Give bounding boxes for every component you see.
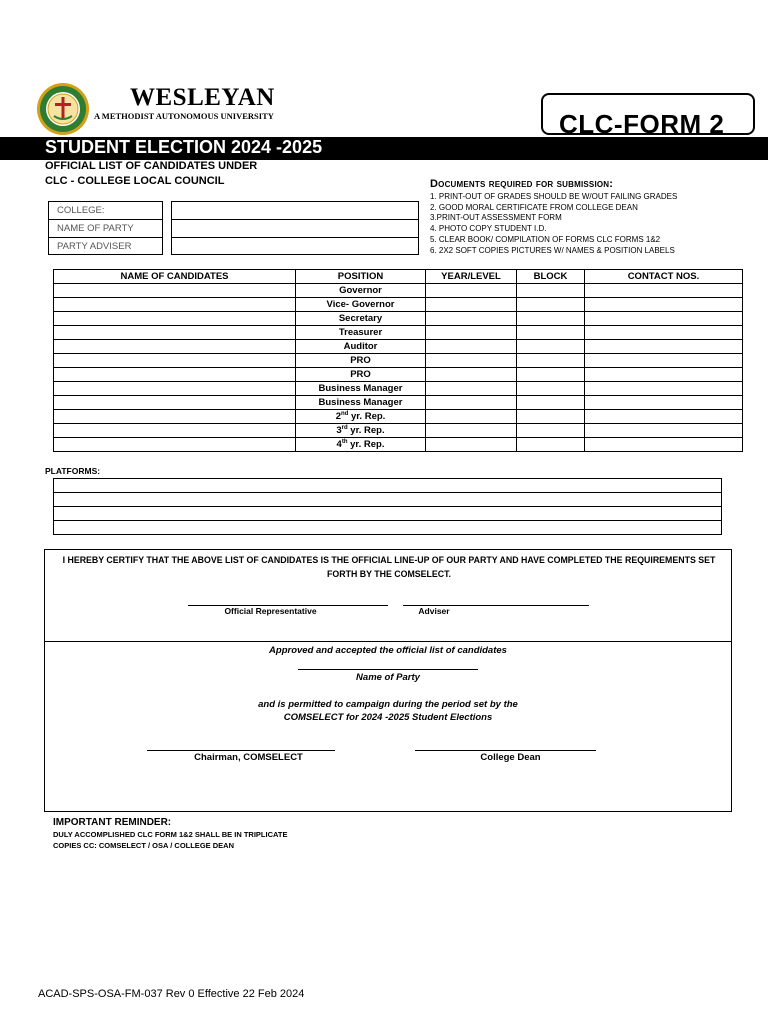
contact-cell[interactable] (585, 424, 743, 438)
block-cell[interactable] (517, 382, 585, 396)
year-level-cell[interactable] (426, 438, 517, 452)
info-fields (171, 201, 419, 255)
documents-item: 5. CLEAR BOOK/ COMPILATION OF FORMS CLC FORMS 1&2 (430, 234, 661, 244)
block-cell[interactable] (517, 284, 585, 298)
platforms-table (53, 478, 722, 535)
position-label: PRO (350, 368, 371, 380)
position-label-tail: yr. Rep. (347, 438, 385, 450)
contact-cell[interactable] (585, 382, 743, 396)
position-cell (296, 396, 426, 410)
position-label: 3 (336, 424, 342, 436)
position-ordinal-suffix: nd (340, 410, 349, 417)
block-cell[interactable] (517, 298, 585, 312)
position-cell (296, 410, 426, 424)
candidate-name-cell[interactable] (54, 424, 296, 438)
documents-item: 3.PRINT-OUT ASSESSMENT FORM (430, 213, 562, 223)
candidate-name-cell[interactable] (54, 298, 296, 312)
year-level-cell[interactable] (426, 298, 517, 312)
contact-cell[interactable] (585, 410, 743, 424)
candidate-name-cell[interactable] (54, 284, 296, 298)
contact-cell[interactable] (585, 438, 743, 452)
candidate-name-cell[interactable] (54, 312, 296, 326)
candidates-body (54, 284, 743, 452)
position-label: Business Manager (318, 396, 403, 408)
contact-cell[interactable] (585, 368, 743, 382)
position-label-tail: yr. Rep. (348, 410, 386, 422)
position-label: Vice- Governor (326, 298, 395, 310)
representative-label: Official Representative (224, 606, 317, 616)
position-cell (296, 312, 426, 326)
column-header-position: POSITION (296, 270, 426, 284)
contact-cell[interactable] (585, 396, 743, 410)
column-header-contact: CONTACT NOS. (585, 270, 743, 284)
dean-signature-line[interactable] (415, 750, 596, 751)
year-level-cell[interactable] (426, 354, 517, 368)
contact-cell[interactable] (585, 354, 743, 368)
platform-field[interactable] (54, 521, 722, 535)
footer-form-reference: ACAD-SPS-OSA-FM-037 Rev 0 Effective 22 Feb 2024 (38, 988, 305, 1000)
position-cell (296, 326, 426, 340)
approval-text: Approved and accepted the official list of candidates (269, 645, 507, 656)
documents-item: 2. GOOD MORAL CERTIFICATE FROM COLLEGE DEAN (430, 202, 638, 212)
year-level-cell[interactable] (426, 326, 517, 340)
documents-item: 6. 2X2 SOFT COPIES PICTURES W/ NAMES & POSITION LABELS (430, 245, 675, 255)
block-cell[interactable] (517, 368, 585, 382)
column-header-year-level: YEAR/LEVEL (426, 270, 517, 284)
position-cell (296, 298, 426, 312)
column-header-block: BLOCK (517, 270, 585, 284)
form-code: CLC-FORM 2 (559, 109, 725, 135)
info-labels (48, 201, 163, 255)
position-label: PRO (350, 354, 371, 366)
position-label: Business Manager (318, 382, 403, 394)
university-tagline: A METHODIST AUTONOMOUS UNIVERSITY (94, 111, 274, 121)
documents-item: 1. PRINT-OUT OF GRADES SHOULD BE W/OUT FAILING GRADES (430, 192, 678, 201)
position-cell (296, 438, 426, 452)
year-level-cell[interactable] (426, 410, 517, 424)
university-seal-logo (36, 82, 90, 136)
party-name-line[interactable] (298, 669, 478, 670)
certification-text: I HEREBY CERTIFY THAT THE ABOVE LIST OF CANDIDATES IS THE OFFICIAL LINE-UP OF OUR PARTY AND HAVE COMPLETED THE REQUIREMENTS SET FORTH BY THE COMSELECT. (62, 555, 716, 579)
block-cell[interactable] (517, 326, 585, 340)
reminder-line-1: DULY ACCOMPLISHED CLC FORM 1&2 SHALL BE IN TRIPLICATE (53, 830, 288, 839)
candidate-row (54, 326, 743, 340)
candidate-row (54, 354, 743, 368)
platforms-label: PLATFORMS: (45, 466, 101, 476)
candidate-row (54, 368, 743, 382)
platform-field[interactable] (54, 493, 722, 507)
position-label: Governor (339, 284, 382, 296)
candidate-row (54, 410, 743, 424)
block-cell[interactable] (517, 354, 585, 368)
candidate-name-cell[interactable] (54, 382, 296, 396)
contact-cell[interactable] (585, 298, 743, 312)
reminder-line-2: COPIES CC: COMSELECT / OSA / COLLEGE DEAN (53, 841, 234, 850)
dean-label: College Dean (480, 752, 541, 763)
candidate-name-cell[interactable] (54, 326, 296, 340)
party-name-caption: Name of Party (356, 672, 420, 683)
subtitle-line-1: OFFICIAL LIST OF CANDIDATES UNDER (45, 160, 258, 172)
column-header-name: NAME OF CANDIDATES (54, 270, 296, 284)
year-level-cell[interactable] (426, 284, 517, 298)
party-name-field[interactable] (172, 220, 418, 238)
candidates-table (53, 269, 743, 452)
year-level-cell[interactable] (426, 340, 517, 354)
contact-cell[interactable] (585, 340, 743, 354)
candidate-row (54, 284, 743, 298)
documents-list (430, 192, 677, 256)
platform-row (54, 493, 722, 507)
permit-text-line-2: COMSELECT for 2024 -2025 Student Elections (283, 712, 493, 723)
position-label: 4 (336, 438, 342, 450)
position-ordinal-suffix: th (341, 438, 348, 445)
reminder-title: IMPORTANT REMINDER: (53, 817, 172, 828)
party-name-label: NAME OF PARTY (49, 220, 162, 238)
form-code-box (541, 93, 755, 135)
candidate-row (54, 340, 743, 354)
candidate-name-cell[interactable] (54, 368, 296, 382)
platform-row (54, 479, 722, 493)
contact-cell[interactable] (585, 284, 743, 298)
certification-divider (44, 641, 732, 642)
chairman-label: Chairman, COMSELECT (194, 752, 303, 763)
college-label: COLLEGE: (49, 202, 162, 220)
block-cell[interactable] (517, 438, 585, 452)
candidate-row (54, 298, 743, 312)
chairman-signature-line[interactable] (147, 750, 335, 751)
contact-cell[interactable] (585, 326, 743, 340)
candidate-name-cell[interactable] (54, 340, 296, 354)
candidate-row (54, 424, 743, 438)
party-adviser-label: PARTY ADVISER (57, 241, 132, 252)
subtitle-line-2: CLC - COLLEGE LOCAL COUNCIL (45, 175, 225, 187)
position-label: Auditor (343, 340, 378, 352)
position-cell (296, 368, 426, 382)
university-name: WESLEYAN (130, 84, 275, 111)
year-level-cell[interactable] (426, 312, 517, 326)
candidate-name-cell[interactable] (54, 410, 296, 424)
candidate-name-cell[interactable] (54, 438, 296, 452)
candidates-header-row (54, 270, 743, 284)
candidate-row (54, 438, 743, 452)
position-cell (296, 382, 426, 396)
party-adviser-field[interactable] (172, 238, 418, 256)
platform-field[interactable] (54, 479, 722, 493)
candidate-row (54, 312, 743, 326)
position-label: Secretary (338, 312, 383, 324)
candidate-name-cell[interactable] (54, 396, 296, 410)
position-label-tail: yr. Rep. (347, 424, 385, 436)
documents-title: Documents required for submission: (430, 178, 614, 190)
contact-cell[interactable] (585, 312, 743, 326)
position-cell (296, 354, 426, 368)
position-label: 2 (335, 410, 341, 422)
title-banner (0, 137, 768, 160)
block-cell[interactable] (517, 312, 585, 326)
year-level-cell[interactable] (426, 382, 517, 396)
year-level-cell[interactable] (426, 424, 517, 438)
candidate-row (54, 382, 743, 396)
banner-title: STUDENT ELECTION 2024 -2025 (45, 137, 323, 157)
adviser-label: Adviser (418, 606, 450, 616)
college-field[interactable] (172, 202, 418, 220)
block-cell[interactable] (517, 396, 585, 410)
position-cell (296, 340, 426, 354)
candidate-row (54, 396, 743, 410)
documents-item: 4. PHOTO COPY STUDENT I.D. (430, 224, 547, 234)
block-cell[interactable] (517, 424, 585, 438)
platform-row (54, 521, 722, 535)
year-level-cell[interactable] (426, 396, 517, 410)
platform-field[interactable] (54, 507, 722, 521)
position-ordinal-suffix: rd (341, 424, 348, 431)
position-cell (296, 424, 426, 438)
platform-row (54, 507, 722, 521)
year-level-cell[interactable] (426, 368, 517, 382)
position-cell (296, 284, 426, 298)
permit-text-line-1: and is permitted to campaign during the period set by the (258, 699, 518, 710)
block-cell[interactable] (517, 340, 585, 354)
candidate-name-cell[interactable] (54, 354, 296, 368)
position-label: Treasurer (338, 326, 383, 338)
block-cell[interactable] (517, 410, 585, 424)
platforms-body (54, 479, 722, 535)
